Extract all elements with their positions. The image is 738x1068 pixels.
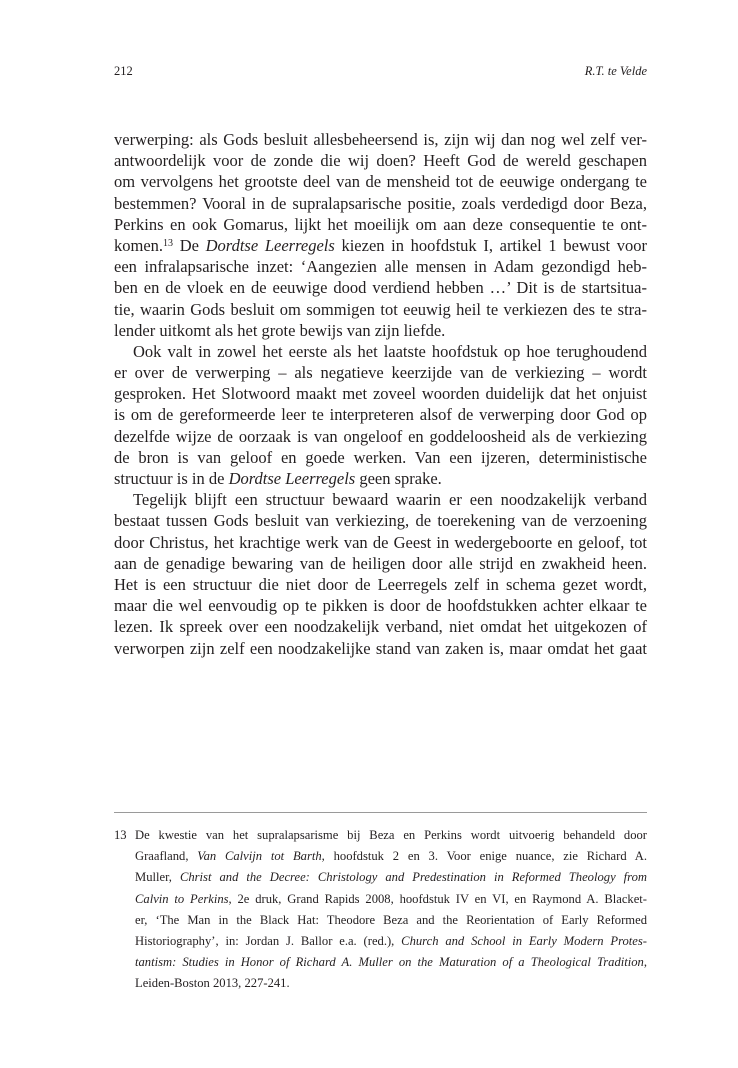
paragraph	[114, 341, 647, 489]
emphasis-title: tantism: Studies in Honor of Richard A. Muller on the Maturation of a Theological Tradition	[135, 955, 644, 970]
body-text	[114, 129, 647, 659]
footnote-line: De kwestie van het supralapsarisme bij Beza en Perkins wordt uitvoerig behandeld door	[135, 828, 647, 842]
emphasis-title: Dordtse Leerregels	[228, 469, 356, 488]
text-line: ben en de vloek en de eeuwige dood verdiend hebben …’ Dit is de startsitua-	[114, 278, 647, 298]
text-line	[114, 468, 647, 489]
text-line: antwoordelijk voor de zonde die wij doen? Heeft God de wereld geschapen	[114, 151, 647, 171]
text-line: gesproken. Het Slotwoord maakt met zoveel woorden duidelijk dat het onjuist	[114, 384, 647, 404]
text-line: bestaat tussen Gods besluit van verkiezing, de toerekening van de verzoening	[114, 511, 647, 531]
footnote-number: 13	[114, 828, 127, 842]
footnote-line	[135, 932, 647, 953]
text-line: dezelfde wijze de oorzaak is van ongeloof en goddeloosheid als de verkiezing	[114, 426, 647, 446]
footnote-line: Leiden-Boston 2013, 227-241.	[135, 976, 290, 991]
text-line: tie, waarin Gods besluit om sommigen tot eeuwig heil te verkiezen des te stra-	[114, 299, 647, 319]
footnote-line	[135, 890, 647, 911]
text-line: verwerping: als Gods besluit allesbeheersend is, zijn wij dan nog wel zelf ver-	[114, 130, 647, 149]
text-run: structuur is in de	[114, 469, 229, 488]
text-run: hoofdstuk 2 en 3. Voor enige nuance, zie Richard A.	[324, 849, 647, 864]
page-number: 212	[114, 64, 133, 78]
text-line: lezen. Ik spreek over een noodzakelijk verband, niet omdat het uitgekozen of	[114, 617, 647, 637]
text-line: Ook valt in zowel het eerste als het laatste hoofdstuk op hoe terughoudend	[133, 341, 647, 361]
footnote-divider	[114, 812, 647, 813]
emphasis-title: Christ and the Decree: Christology and Predestination in Reformed Theology from	[179, 870, 648, 885]
text-line: door Christus, het krachtige werk van de Geest in wedergeboorte en geloof, tot	[114, 532, 647, 552]
text-line: verworpen zijn zelf een noodzakelijke stand van zaken is, maar omdat het gaat	[114, 638, 647, 658]
paragraph	[114, 129, 647, 341]
footnote-line	[135, 847, 647, 868]
text-line: Perkins en ook Gomarus, lijkt het moeilijk om aan deze consequentie te ont-	[114, 214, 647, 234]
text-line: Tegelijk blijft een structuur bewaard waarin er een noodzakelijk verband	[133, 490, 647, 510]
paragraph	[114, 489, 647, 659]
text-line: de bron is van geloof en goede werken. Van een ijzeren, deterministische	[114, 447, 647, 467]
text-run: ,	[643, 955, 647, 970]
footnote-body	[135, 826, 647, 996]
text-run: , 2e druk, Grand Rapids 2008, hoofdstuk IV en VI, en Raymond A. Blacket-	[228, 891, 647, 906]
text-run: kiezen in hoofdstuk I, artikel 1 bewust voor	[334, 235, 647, 255]
text-run: komen.	[114, 235, 164, 255]
text-line: maar die wel eenvoudig op te pikken is door de hoofdstukken achter elkaar te	[114, 596, 647, 616]
footnote-reference[interactable]: 13	[163, 237, 174, 249]
text-line: bestemmen? Vooral in de supralapsarische positie, zoals verdedigd door Beza,	[114, 193, 647, 213]
emphasis-title: Calvin to Perkins	[135, 891, 229, 906]
text-line: om vervolgens het grootste deel van de mensheid tot de eeuwige ondergang te	[114, 172, 647, 192]
text-line: een infralapsarische inzet: ‘Aangezien alle mensen in Adam gezondigd heb-	[114, 257, 647, 277]
text-run: geen sprake.	[355, 469, 442, 488]
footnote-line: er, ‘The Man in the Black Hat: Theodore Beza and the Reorientation of Early Reformed	[135, 912, 647, 927]
running-head-author: R.T. te Velde	[584, 64, 647, 78]
text-line: lender uitkomt als het grote bewijs van zijn liefde.	[114, 320, 446, 340]
footnote-line	[135, 868, 647, 889]
footnote-line	[135, 953, 647, 974]
page-header	[114, 64, 647, 84]
text-run: Muller,	[135, 870, 180, 885]
text-run: Graafland,	[135, 849, 198, 864]
emphasis-title: Dordtse Leerregels	[205, 235, 335, 255]
text-line: er over de verwerping – als negatieve keerzijde van de verkiezing – wordt	[114, 363, 647, 383]
emphasis-title: Church and School in Early Modern Protes-	[401, 933, 647, 948]
text-run: De	[173, 235, 206, 255]
text-line: aan de genadige bewaring van de heiligen door alle strijd en zwakheid heen.	[114, 553, 647, 573]
footnote	[114, 826, 647, 996]
text-run: Historiography’, in: Jordan J. Ballor e.a. (red.),	[135, 933, 402, 948]
text-line: is om de gereformeerde leer te interpreteren alsof de verwerping door God op	[114, 405, 647, 425]
emphasis-title: Van Calvijn tot Barth,	[197, 849, 325, 864]
text-line	[114, 235, 647, 256]
text-line: Het is een structuur die niet door de Leerregels zelf in schema gezet wordt,	[114, 574, 647, 594]
